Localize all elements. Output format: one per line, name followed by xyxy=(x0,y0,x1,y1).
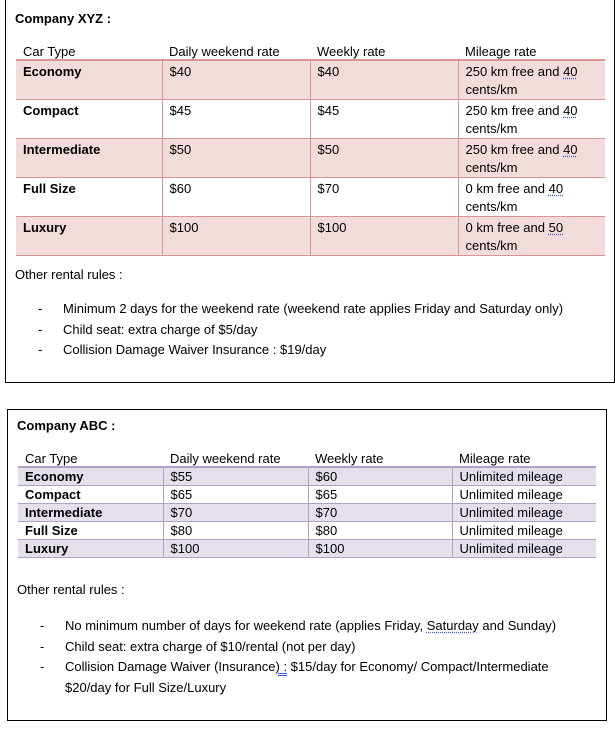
spellcheck-flag[interactable]: 40 xyxy=(563,142,578,157)
column-header-weekly-rate: Weekly rate xyxy=(317,44,386,59)
car-type-cell: Luxury xyxy=(23,220,67,235)
spellcheck-flag[interactable]: 40 xyxy=(563,103,578,118)
daily-weekend-rate-cell: $50 xyxy=(162,139,310,178)
mileage-unit: cents/km xyxy=(465,238,518,253)
column-header-car-type: Car Type xyxy=(25,451,78,466)
company-abc-section xyxy=(7,409,607,721)
rules-list xyxy=(38,299,608,361)
table-row xyxy=(18,504,596,522)
company-xyz-rate-table xyxy=(16,43,605,256)
table-row xyxy=(18,467,596,486)
rule-text: Collision Damage Waiver Insurance : $19/day xyxy=(63,342,327,357)
weekly-rate-cell: $45 xyxy=(310,100,458,139)
rule-text-end: and Sunday) xyxy=(478,618,557,633)
table-row xyxy=(16,139,605,178)
table-row xyxy=(16,60,605,100)
mileage-rate-cell: Unlimited mileage xyxy=(452,540,596,558)
rule-text: Child seat: extra charge of $10/rental (not per day) xyxy=(65,638,356,654)
rule-item xyxy=(38,340,608,361)
weekly-rate-cell: $65 xyxy=(308,486,452,504)
daily-weekend-rate-cell: $80 xyxy=(163,522,308,540)
rule-text: No minimum number of days for weekend rate (applies Friday, xyxy=(65,618,427,633)
company-xyz-section xyxy=(5,0,615,383)
company-abc-rate-table xyxy=(18,450,596,558)
dash-bullet: - xyxy=(38,342,43,357)
company-abc-title: Company ABC : xyxy=(17,418,116,433)
weekly-rate-cell: $100 xyxy=(308,540,452,558)
car-type-cell: Full Size xyxy=(25,523,78,538)
mileage-text: 250 km free and xyxy=(465,142,564,157)
rule-item xyxy=(40,616,600,637)
dash-bullet: - xyxy=(40,618,45,633)
car-type-cell: Luxury xyxy=(25,541,69,556)
table-row xyxy=(18,540,596,558)
rule-item xyxy=(38,299,608,320)
daily-weekend-rate-cell: $70 xyxy=(163,504,308,522)
daily-weekend-rate-cell: $40 xyxy=(162,60,310,100)
car-type-cell: Full Size xyxy=(23,181,76,196)
column-header-daily-weekend-rate: Daily weekend rate xyxy=(170,451,281,466)
dash-bullet: - xyxy=(40,638,45,654)
mileage-text: 0 km free and xyxy=(465,181,549,196)
car-type-cell: Economy xyxy=(25,469,84,484)
column-header-car-type: Car Type xyxy=(23,44,76,59)
mileage-rate-cell xyxy=(458,178,605,217)
table-row xyxy=(16,217,605,256)
mileage-unit: cents/km xyxy=(465,121,518,136)
mileage-rate-cell: Unlimited mileage xyxy=(452,467,596,486)
spellcheck-flag[interactable]: 40 xyxy=(548,181,564,196)
mileage-unit: cents/km xyxy=(465,160,518,175)
daily-weekend-rate-cell: $100 xyxy=(162,217,310,256)
dash-bullet: - xyxy=(38,321,43,337)
mileage-text: 0 km free and xyxy=(465,220,549,235)
mileage-rate-cell xyxy=(458,139,605,178)
table-header-row xyxy=(18,450,596,467)
table-header-row xyxy=(16,43,605,60)
mileage-rate-cell: Unlimited mileage xyxy=(452,522,596,540)
rule-text-line2: $20/day for Full Size/Luxury xyxy=(65,679,227,695)
rules-title: Other rental rules : xyxy=(15,267,123,282)
column-header-daily-weekend-rate: Daily weekend rate xyxy=(169,44,280,59)
mileage-text: 250 km free and xyxy=(465,64,564,79)
rule-item xyxy=(40,637,600,658)
mileage-rate-cell: Unlimited mileage xyxy=(452,504,596,522)
spellcheck-flag[interactable]: 40 xyxy=(563,64,578,79)
column-header-mileage-rate: Mileage rate xyxy=(459,451,531,466)
spellcheck-flag[interactable]: 50 xyxy=(548,220,564,235)
mileage-rate-cell: Unlimited mileage xyxy=(452,486,596,504)
mileage-rate-cell xyxy=(458,60,605,100)
rule-item xyxy=(40,657,600,698)
table-row xyxy=(18,486,596,504)
car-type-cell: Economy xyxy=(23,64,82,79)
rule-item xyxy=(38,320,608,341)
car-type-cell: Compact xyxy=(25,487,81,502)
car-type-cell: Compact xyxy=(23,103,79,118)
spellcheck-flag[interactable]: Saturday xyxy=(426,618,479,633)
daily-weekend-rate-cell: $55 xyxy=(163,467,308,486)
daily-weekend-rate-cell: $60 xyxy=(162,178,310,217)
dash-bullet: - xyxy=(40,659,45,674)
mileage-unit: cents/km xyxy=(465,199,518,214)
rule-text-end: $15/day for Economy/ Compact/Intermediate xyxy=(287,659,549,674)
rule-text: Minimum 2 days for the weekend rate (weekend rate applies Friday and Saturday only) xyxy=(63,301,564,316)
dash-bullet: - xyxy=(38,301,43,316)
table-row xyxy=(16,178,605,217)
daily-weekend-rate-cell: $100 xyxy=(163,540,308,558)
mileage-rate-cell xyxy=(458,217,605,256)
mileage-text: 250 km free and xyxy=(465,103,564,118)
rule-text: Collision Damage Waiver (Insurance xyxy=(65,659,276,674)
weekly-rate-cell: $80 xyxy=(308,522,452,540)
mileage-unit: cents/km xyxy=(465,82,518,97)
rule-text: Child seat: extra charge of $5/day xyxy=(63,321,258,337)
car-type-cell: Intermediate xyxy=(23,142,101,157)
grammar-flag[interactable]: ) : xyxy=(275,659,288,674)
company-xyz-title: Company XYZ : xyxy=(15,11,112,26)
weekly-rate-cell: $70 xyxy=(310,178,458,217)
table-row xyxy=(16,100,605,139)
column-header-mileage-rate: Mileage rate xyxy=(465,44,537,59)
weekly-rate-cell: $60 xyxy=(308,467,452,486)
weekly-rate-cell: $50 xyxy=(310,139,458,178)
table-row xyxy=(18,522,596,540)
weekly-rate-cell: $40 xyxy=(310,60,458,100)
column-header-weekly-rate: Weekly rate xyxy=(315,451,384,466)
weekly-rate-cell: $100 xyxy=(310,217,458,256)
rules-list xyxy=(40,616,600,698)
mileage-rate-cell xyxy=(458,100,605,139)
daily-weekend-rate-cell: $65 xyxy=(163,486,308,504)
rules-title: Other rental rules : xyxy=(17,582,125,597)
weekly-rate-cell: $70 xyxy=(308,504,452,522)
daily-weekend-rate-cell: $45 xyxy=(162,100,310,139)
car-type-cell: Intermediate xyxy=(25,505,103,520)
